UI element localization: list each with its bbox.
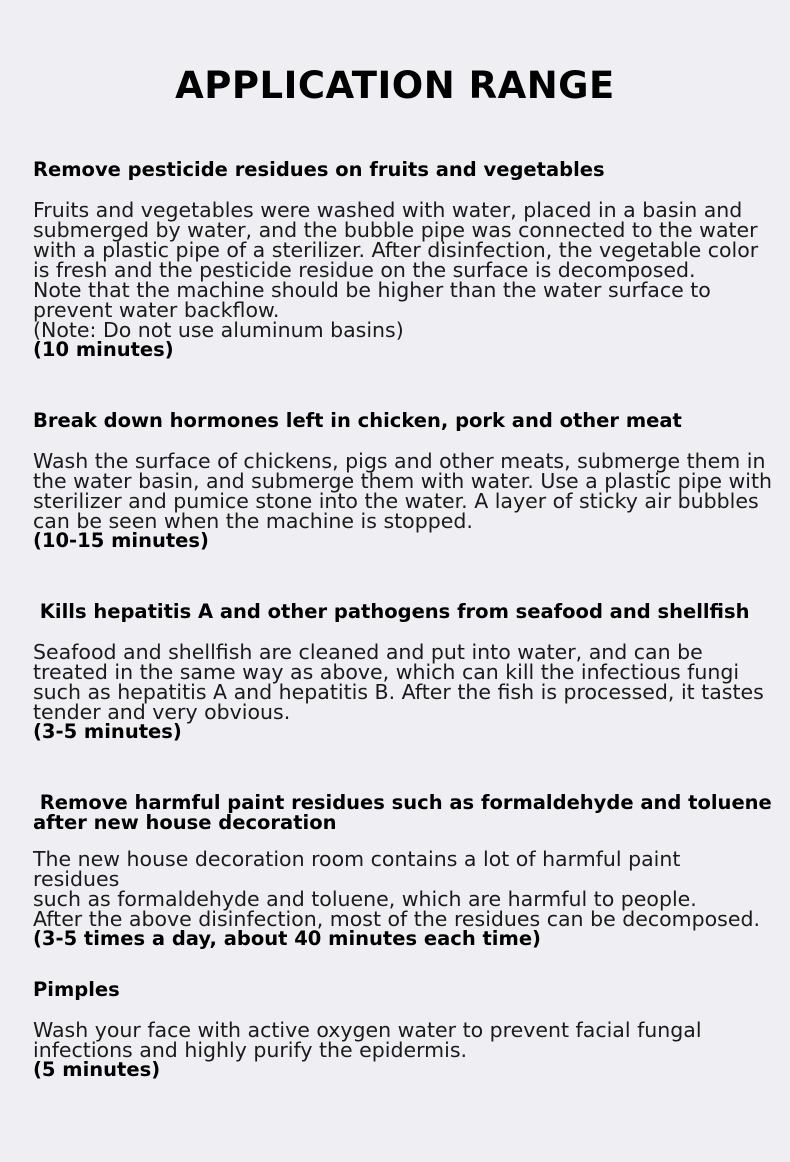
body-line: such as hepatitis A and hepatitis B. After the fish is processed, it tastes bbox=[33, 680, 764, 704]
section-pesticide-residues bbox=[33, 160, 773, 360]
body-line: Seafood and shellfish are cleaned and put into water, and can be bbox=[33, 640, 703, 664]
body-line: Fruits and vegetables were washed with water, placed in a basin and bbox=[33, 198, 743, 222]
section-body bbox=[33, 1020, 773, 1080]
body-line: Wash your face with active oxygen water to prevent facial fungal bbox=[33, 1018, 702, 1042]
duration-label: (5 minutes) bbox=[33, 1058, 161, 1081]
duration-label: (3-5 minutes) bbox=[33, 720, 182, 743]
body-line: the water basin, and submerge them with water. Use a plastic pipe with bbox=[33, 469, 773, 493]
section-seafood-pathogens bbox=[33, 602, 773, 742]
section-heading: Break down hormones left in chicken, pork and other meat bbox=[33, 409, 682, 432]
body-line: infections and highly purify the epidermis. bbox=[33, 1038, 468, 1062]
section-pimples bbox=[33, 980, 773, 1080]
duration-label: (10-15 minutes) bbox=[33, 529, 209, 552]
body-line: can be seen when the machine is stopped. bbox=[33, 509, 473, 533]
body-line: with a plastic pipe of a sterilizer. After disinfection, the vegetable color bbox=[33, 238, 759, 262]
body-line: prevent water backflow. bbox=[33, 298, 280, 322]
page-title: APPLICATION RANGE bbox=[175, 64, 615, 107]
section-body bbox=[33, 642, 773, 742]
section-heading: Kills hepatitis A and other pathogens from seafood and shellfish bbox=[33, 600, 750, 623]
body-line: is fresh and the pesticide residue on the surface is decomposed. bbox=[33, 258, 696, 282]
section-meat-hormones bbox=[33, 411, 773, 551]
body-line: such as formaldehyde and toluene, which are harmful to people. bbox=[33, 887, 697, 911]
section-paint-residues bbox=[33, 793, 773, 949]
section-body bbox=[33, 200, 773, 360]
duration-label: (3-5 times a day, about 40 minutes each time) bbox=[33, 927, 541, 950]
body-line: The new house decoration room contains a lot of harmful paint residues bbox=[33, 847, 687, 891]
body-line: After the above disinfection, most of the residues can be decomposed. bbox=[33, 907, 760, 931]
body-line: treated in the same way as above, which can kill the infectious fungi bbox=[33, 660, 740, 684]
section-heading: Pimples bbox=[33, 978, 120, 1001]
body-line: (Note: Do not use aluminum basins) bbox=[33, 318, 404, 342]
section-heading: Remove pesticide residues on fruits and vegetables bbox=[33, 158, 605, 181]
body-line: submerged by water, and the bubble pipe was connected to the water bbox=[33, 218, 758, 242]
duration-label: (10 minutes) bbox=[33, 338, 174, 361]
section-heading: after new house decoration bbox=[33, 811, 337, 834]
body-line: Wash the surface of chickens, pigs and other meats, submerge them in bbox=[33, 449, 766, 473]
body-line: Note that the machine should be higher than the water surface to bbox=[33, 278, 711, 302]
body-line: sterilizer and pumice stone into the water. A layer of sticky air bubbles bbox=[33, 489, 759, 513]
section-body bbox=[33, 849, 773, 949]
section-body bbox=[33, 451, 773, 551]
section-heading: Remove harmful paint residues such as formaldehyde and toluene bbox=[33, 791, 772, 814]
body-line: tender and very obvious. bbox=[33, 700, 291, 724]
